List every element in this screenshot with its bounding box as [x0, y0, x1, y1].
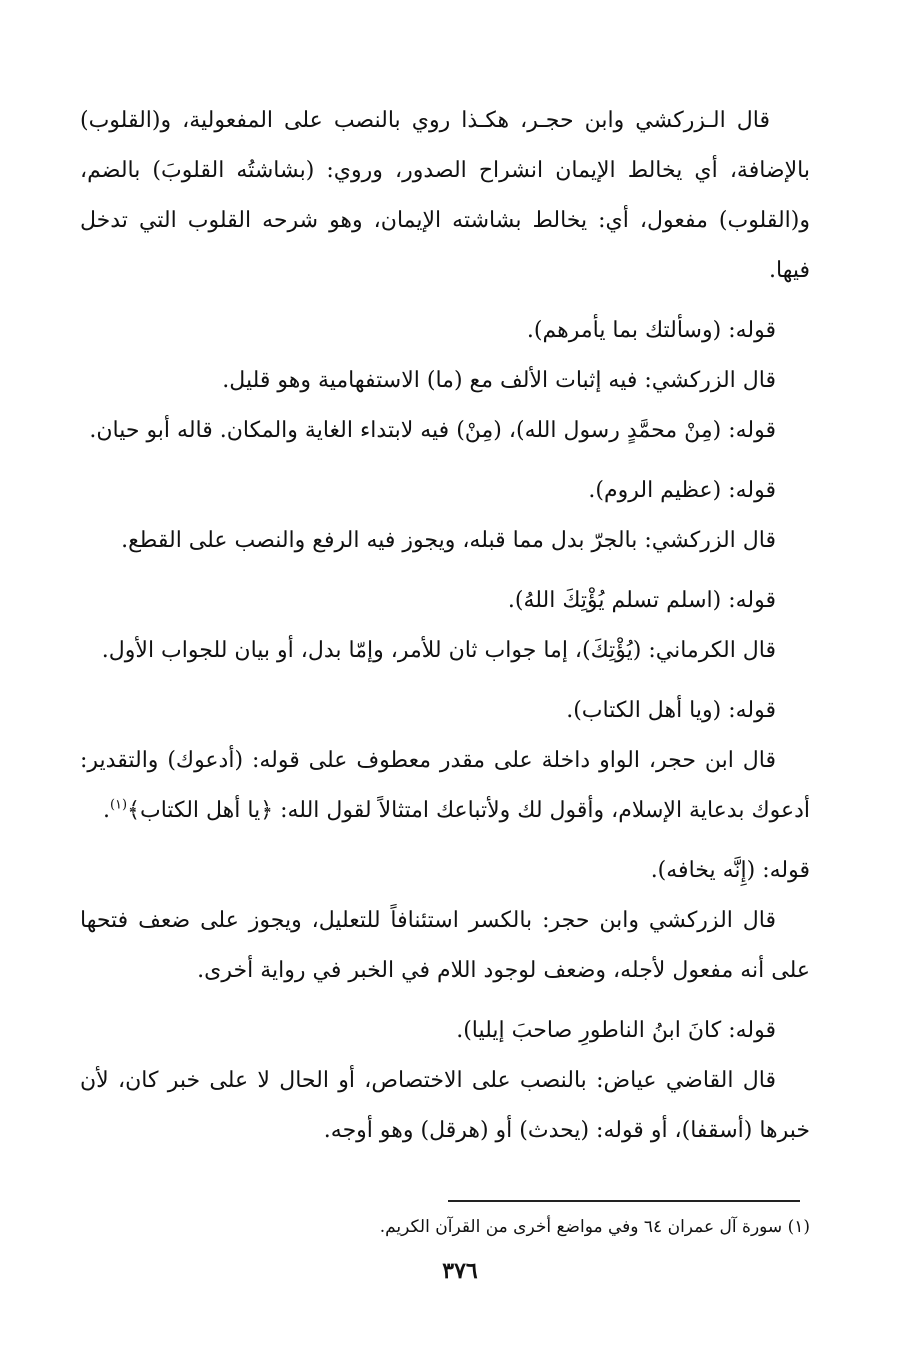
footnote: (١) سورة آل عمران ٦٤ وفي مواضع أخرى من القرآن الكريم.: [379, 1217, 810, 1237]
footnote-divider: [448, 1200, 800, 1202]
paragraph-6: قال الزركشي: بالجرّ بدل مما قبله، ويجوز فيه الرفع والنصب على القطع.: [121, 528, 776, 553]
paragraph-7: قوله: (اسلم تسلم يُؤْتِكَ اللهُ).: [507, 588, 776, 613]
paragraph-10-text: قال ابن حجر، الواو داخلة على مقدر معطوف على قوله: (أدعوك) والتقدير: أدعوك بدعاية الإسلام، وأقول لك ولأتباعك امتثالاً لقول الله: ﴿يا أهل الكتاب﴾: [80, 748, 810, 823]
footnote-reference: (١): [109, 797, 128, 813]
paragraph-8: قال الكرماني: (يُؤْتِكَ)، إما جواب ثان للأمر، وإمّا بدل، أو بيان للجواب الأول.: [101, 638, 776, 663]
paragraph-3: قال الزركشي: فيه إثبات الألف مع (ما) الاستفهامية وهو قليل.: [222, 368, 776, 393]
paragraph-12: قال الزركشي وابن حجر: بالكسر استئنافاً للتعليل، ويجوز على ضعف فتحها على أنه مفعول لأجله، وضعف لوجود اللام في الخبر في رواية أخرى.: [80, 908, 810, 983]
page-number: ٣٧٦: [442, 1258, 478, 1284]
paragraph-10: قال ابن حجر، الواو داخلة على مقدر معطوف على قوله: (أدعوك) والتقدير: أدعوك بدعاية الإسلام، وأقول لك ولأتباعك امتثالاً لقول الله: ﴿يا أهل الكتاب﴾$^{(١)}$.: [80, 748, 810, 823]
paragraph-4: قوله: (مِنْ محمَّدٍ رسول الله)، (مِنْ) فيه لابتداء الغاية والمكان. قاله أبو حيان.: [89, 418, 776, 443]
paragraph-5: قوله: (عظيم الروم).: [588, 478, 776, 503]
paragraph-11: قوله: (إِنَّه يخافه).: [650, 858, 810, 883]
paragraph-9: قوله: (ويا أهل الكتاب).: [566, 698, 776, 723]
paragraph-2: قوله: (وسألتك بما يأمرهم).: [526, 318, 776, 343]
main-text: [80, 96, 810, 1156]
paragraph-13: قوله: كانَ ابنُ الناطورِ صاحبَ إيليا).: [456, 1018, 776, 1043]
paragraph-14: قال القاضي عياض: بالنصب على الاختصاص، أو الحال لا على خبر كان، لأن خبرها (أسقفا)، أو قوله: (يحدث) أو (هرقل) وهو أوجه.: [80, 1068, 810, 1143]
paragraph-1: قال الـزركشي وابن حجـر، هكـذا روي بالنصب على المفعولية، و(القلوب) بالإضافة، أي يخالط الإيمان انشراح الصدور، وروي: (بشاشتُه القلوبَ) بالضم، و(القلوب) مفعول، أي: يخالط بشاشته الإيمان، وهو شرحه القلوب التي تدخل فيها.: [80, 108, 810, 283]
